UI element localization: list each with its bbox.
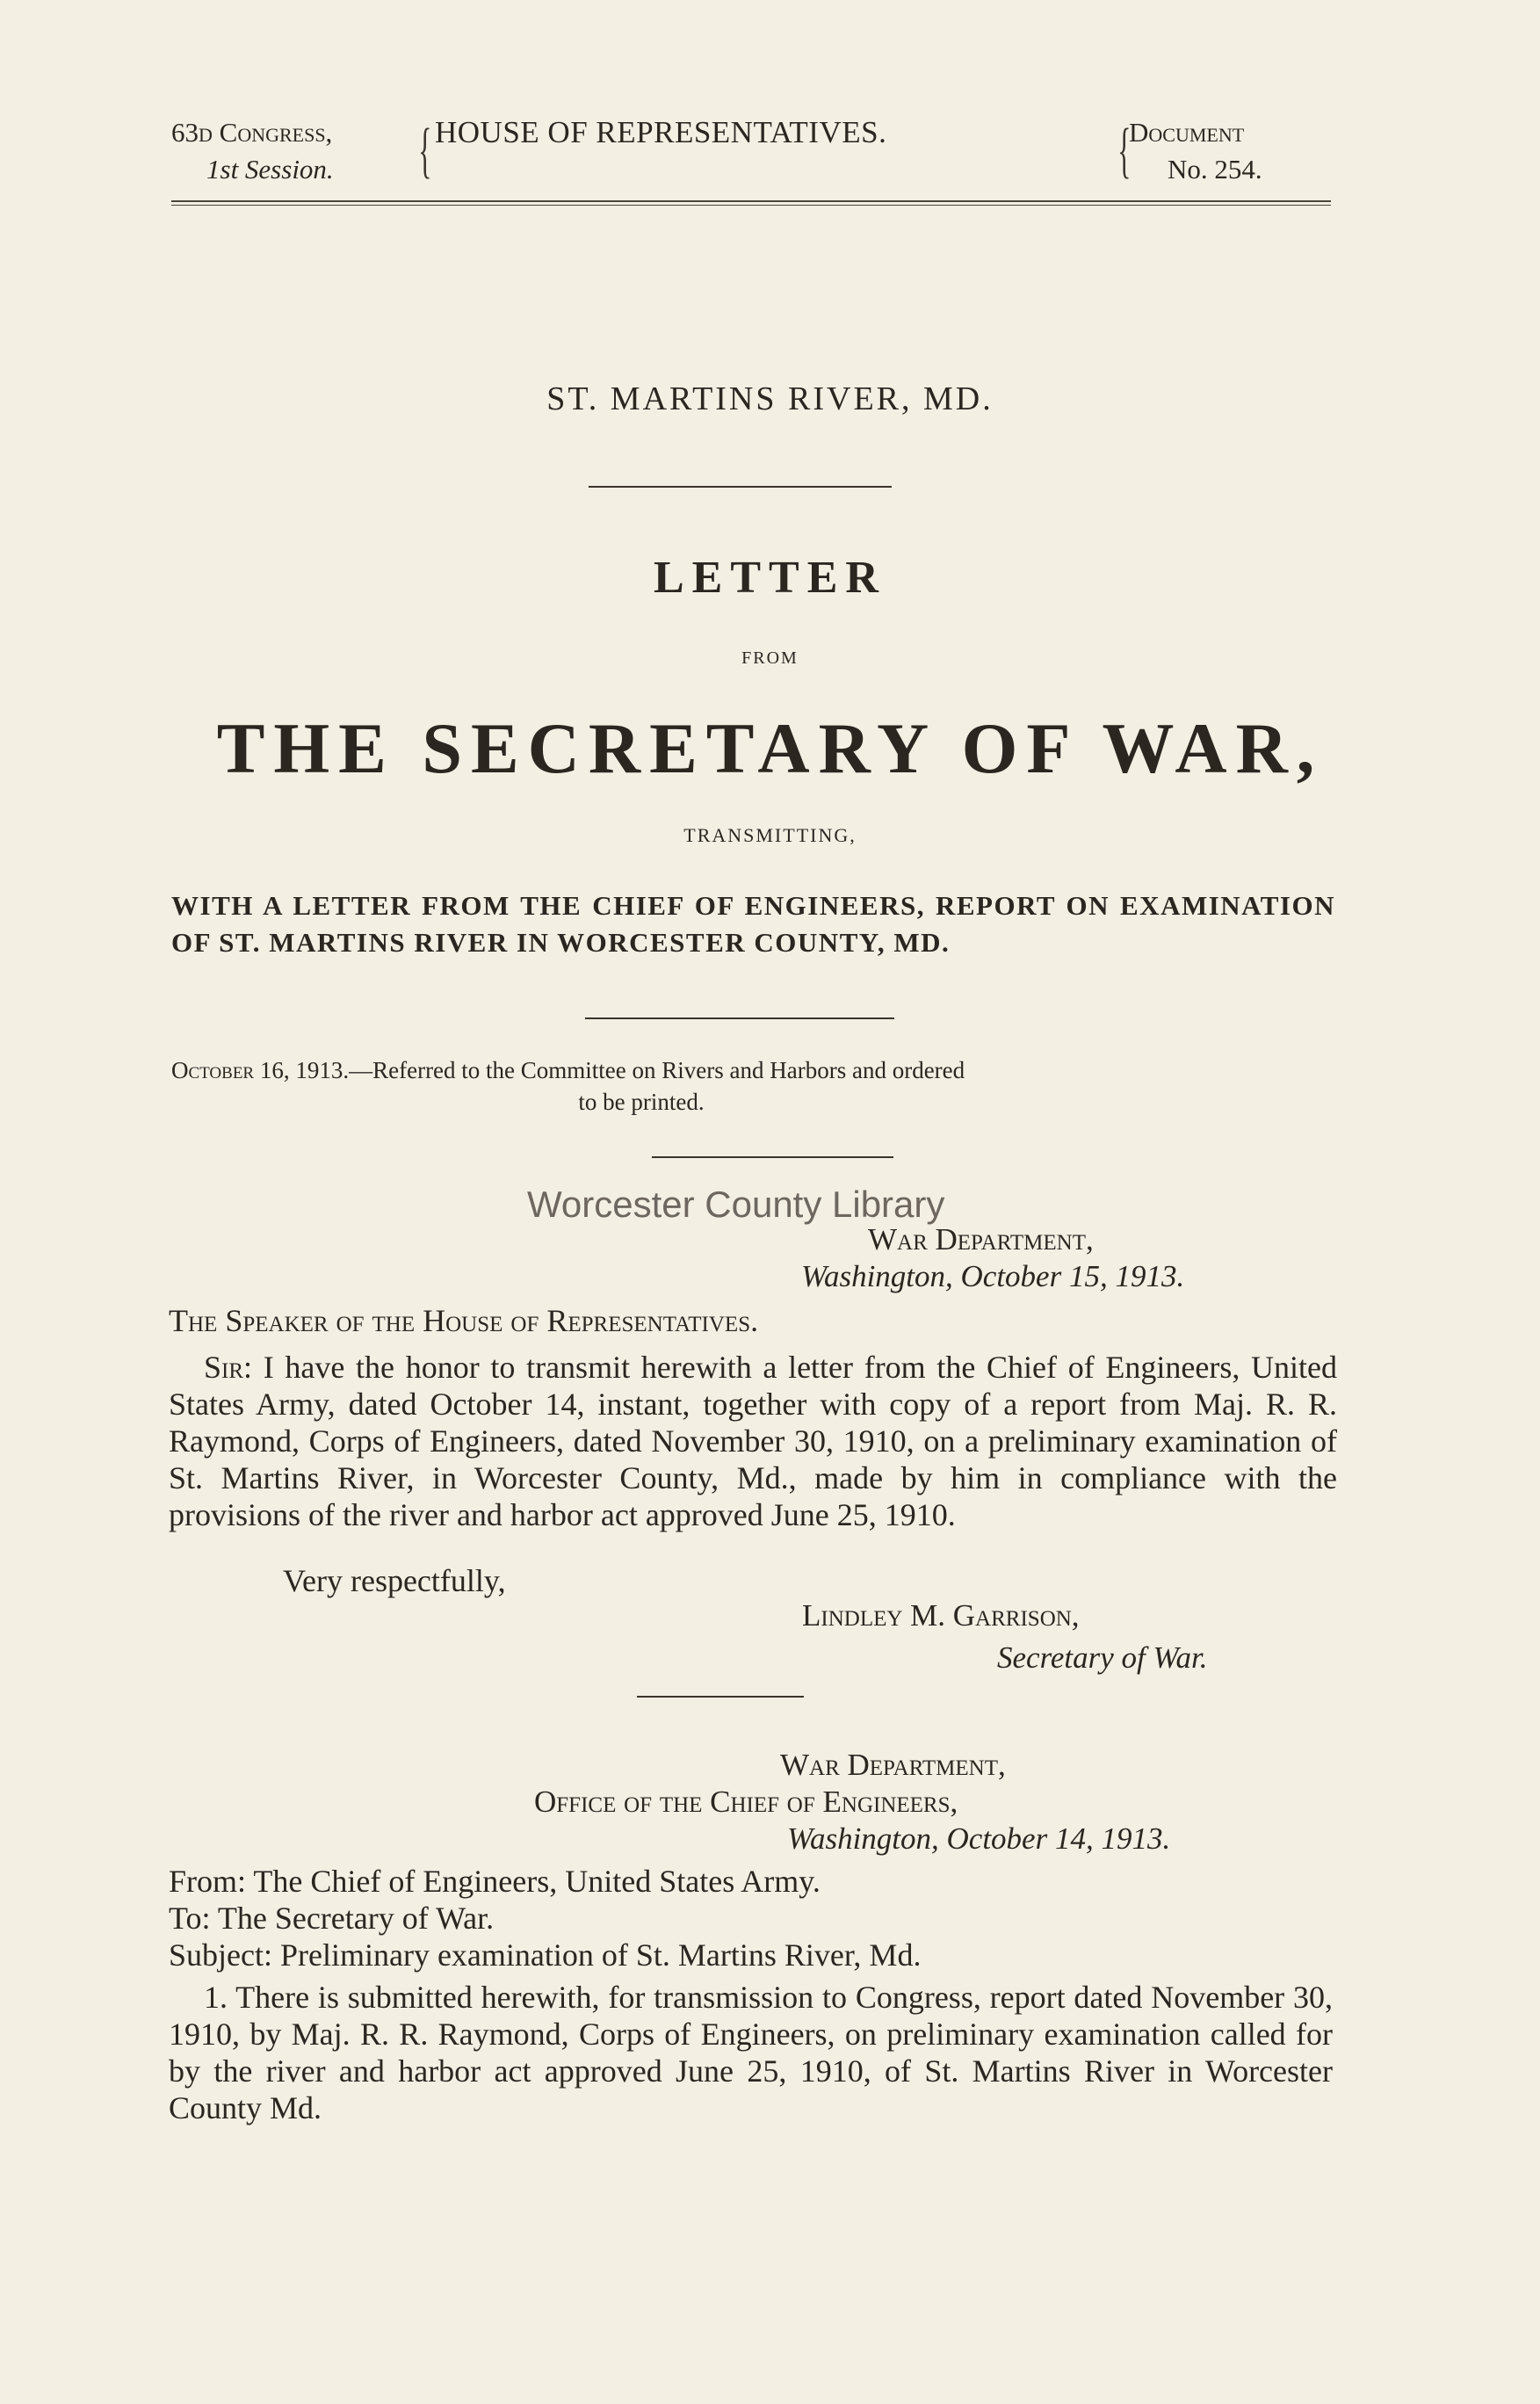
memo-from [169,1863,1337,1900]
memo-subject-label: Subject: [169,1937,272,1973]
referral-date: October 16, 1913. [171,1057,350,1083]
place-title: ST. MARTINS RIVER, MD. [546,380,994,417]
document-label: Document [1129,117,1245,148]
letter1-signer: Lindley M. Garrison, [802,1598,1080,1633]
header-rule-thin [171,205,1331,206]
left-brace-icon: { [418,117,432,185]
memo-to-label: To: [169,1901,211,1936]
from-label: FROM [741,648,799,668]
divider-rule [652,1156,893,1158]
library-watermark: Worcester County Library [527,1184,945,1225]
congress-label: 63d Congress, [171,117,333,148]
document-no: No. 254. [1168,154,1262,185]
letter1-place-date: Washington, October 15, 1913. [801,1259,1185,1293]
referral-text-cont: to be printed. [578,1089,705,1115]
transmitting-label: TRANSMITTING, [683,824,857,846]
memo-from-value: The Chief of Engineers, United States Army. [253,1864,821,1899]
header-rule [171,200,1331,202]
divider-rule [589,486,892,488]
divider-rule [585,1017,894,1019]
memo-subject [169,1937,1337,1973]
letter1-dept: War Department, [868,1222,1094,1256]
memo-subject-value: Preliminary examination of St. Martins River, Md. [279,1937,922,1973]
letter2-office: Office of the Chief of Engineers, [534,1785,958,1819]
letter1-body-text: I have the honor to transmit herewith a letter from the Chief of Engineers, United States Army, dated October 14, instant, together with copy of a report from Maj. R. R. Raymond, Corps of Engineers, dated November 30, 1910, on a preliminary examination of St. Martins River, in Worcester County, Md., made by him in compliance with the provisions of the river and harbor act approved June 25, 1910. [169,1350,1338,1532]
letter1-signer-title: Secretary of War. [997,1640,1208,1675]
referral-note [171,1054,1331,1118]
subtitle: WITH A LETTER FROM THE CHIEF OF ENGINEERS, REPORT ON EXAMINATION OF ST. MARTINS RIVER IN WORCESTER COUNTY, MD. [171,890,1335,958]
divider-rule [637,1696,804,1698]
memo-paragraph-1: 1. There is submitted herewith, for transmission to Congress, report dated November 30, 1910, by Maj. R. R. Raymond, Corps of Engineers, on preliminary examination called for by the river and harbor act approved June 25, 1910, of St. Martins River in Worcester County Md. [169,1980,1333,2125]
letter1-body [169,1349,1337,1533]
document-header [171,114,1331,195]
letter1-closing: Very respectfully, [283,1563,506,1598]
memo-to [169,1900,1337,1937]
memo-from-label: From: [169,1864,247,1899]
document-number [1129,114,1331,188]
letter-heading: LETTER [654,553,886,603]
congress-session [171,114,334,188]
salutation: Sir: [204,1350,253,1385]
memo-to-value: The Secretary of War. [217,1901,495,1936]
house-label: HOUSE OF REPRESENTATIVES. [435,115,887,149]
referral-text: —Referred to the Committee on Rivers and Harbors and ordered [349,1057,965,1083]
session-label: 1st Session. [206,154,334,185]
letter2-dept: War Department, [780,1748,1006,1782]
letter1-addressee: The Speaker of the House of Representatives. [169,1303,759,1338]
right-brace-icon: { [1117,117,1132,185]
letter2-place-date: Washington, October 14, 1913. [787,1821,1171,1856]
secretary-heading: THE SECRETARY OF WAR, [216,708,1324,788]
